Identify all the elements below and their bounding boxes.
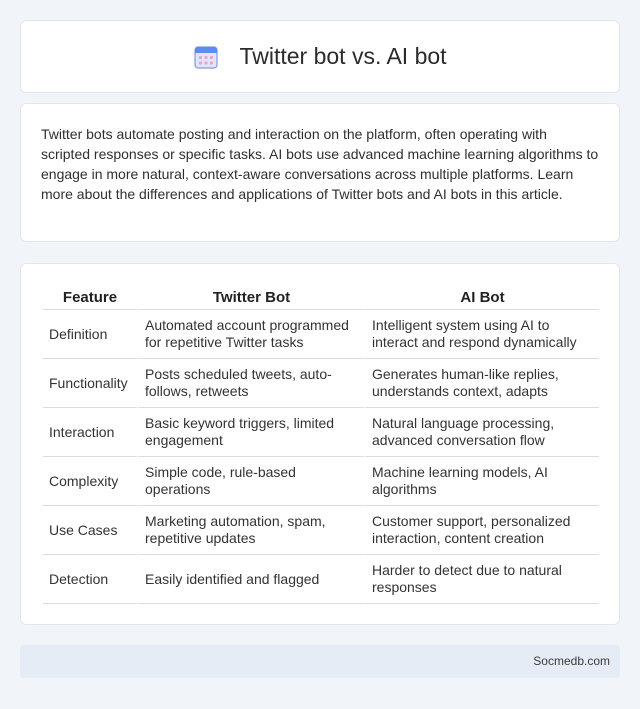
ai-bot-cell: Machine learning models, AI algorithms <box>364 457 599 506</box>
footer <box>20 645 620 678</box>
table-row <box>43 457 599 506</box>
twitter-bot-cell: Marketing automation, spam, repetitive updates <box>137 506 364 555</box>
twitter-bot-cell: Easily identified and flagged <box>137 555 364 604</box>
table-row <box>43 408 599 457</box>
comparison-table <box>43 284 599 604</box>
twitter-bot-cell: Simple code, rule-based operations <box>137 457 364 506</box>
row-feature-cell: Detection <box>43 555 137 604</box>
ai-bot-cell: Generates human-like replies, understands context, adapts <box>364 359 599 408</box>
intro-paragraph: Twitter bots automate posting and interaction on the platform, often operating with scripted responses or specific tasks. AI bots use advanced machine learning algorithms to engage in more natural, context-aware conversations across multiple platforms. Learn more about the differences and applications of Twitter bots and AI bots in this article. <box>41 126 599 202</box>
table-header-row <box>43 284 599 310</box>
table-row <box>43 506 599 555</box>
table-row <box>43 310 599 359</box>
page-title: Twitter bot vs. AI bot <box>239 43 447 69</box>
row-feature-cell: Functionality <box>43 359 137 408</box>
twitter-bot-cell: Posts scheduled tweets, auto-follows, retweets <box>137 359 364 408</box>
intro-card <box>20 103 620 242</box>
ai-bot-cell: Harder to detect due to natural responses <box>364 555 599 604</box>
comparison-card <box>20 263 620 625</box>
row-feature-cell: Use Cases <box>43 506 137 555</box>
twitter-bot-cell: Automated account programmed for repetitive Twitter tasks <box>137 310 364 359</box>
table-row <box>43 359 599 408</box>
column-header-ai-bot: AI Bot <box>364 284 599 310</box>
ai-bot-cell: Customer support, personalized interaction, content creation <box>364 506 599 555</box>
row-feature-cell: Definition <box>43 310 137 359</box>
footer-site-name: Socmedb.com <box>533 654 610 668</box>
calendar-icon <box>193 44 219 70</box>
title-card <box>20 20 620 93</box>
ai-bot-cell: Intelligent system using AI to interact and respond dynamically <box>364 310 599 359</box>
table-row <box>43 555 599 604</box>
row-feature-cell: Complexity <box>43 457 137 506</box>
column-header-twitter-bot: Twitter Bot <box>137 284 364 310</box>
row-feature-cell: Interaction <box>43 408 137 457</box>
twitter-bot-cell: Basic keyword triggers, limited engagement <box>137 408 364 457</box>
ai-bot-cell: Natural language processing, advanced conversation flow <box>364 408 599 457</box>
column-header-feature: Feature <box>43 284 137 310</box>
